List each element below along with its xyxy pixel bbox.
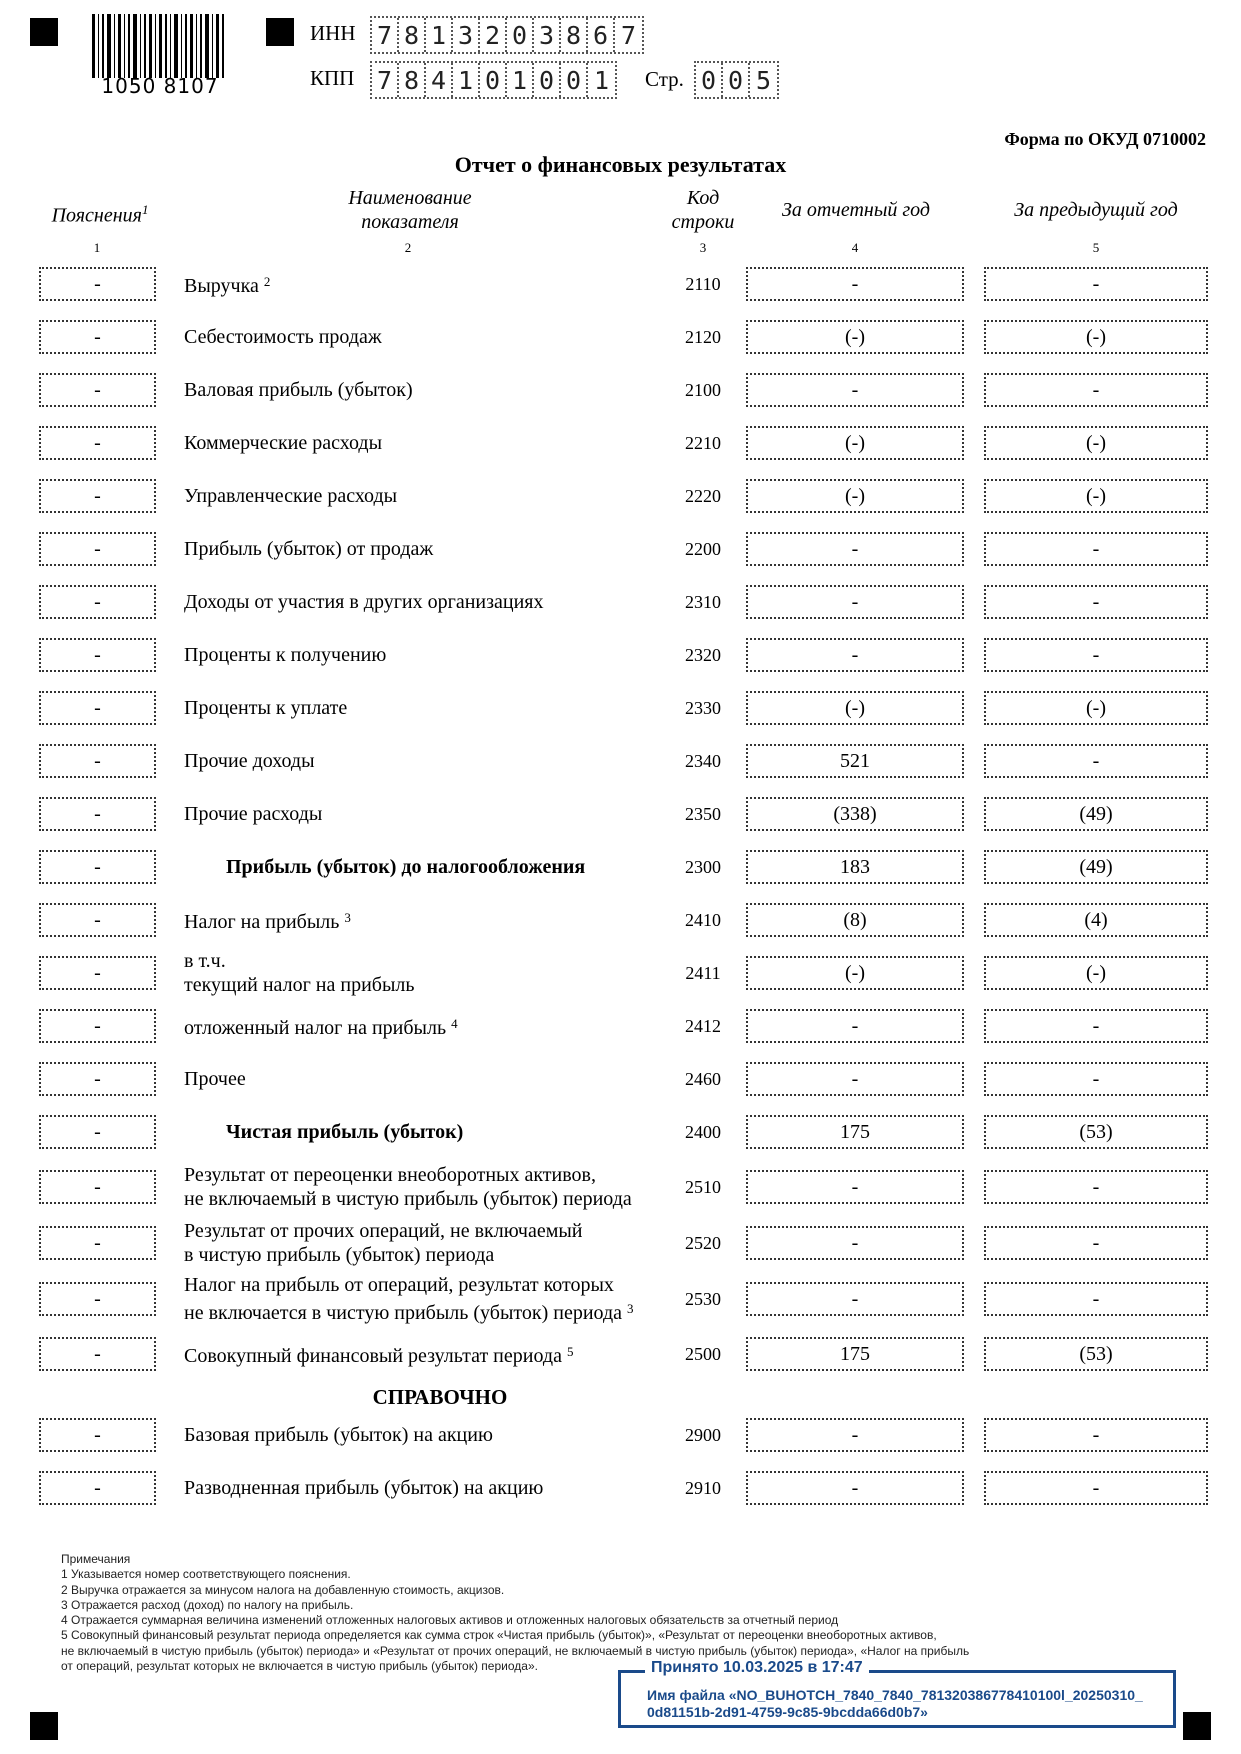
current-year-value: 183 [746, 850, 964, 884]
current-year-value: - [746, 1418, 964, 1452]
indicator-name [184, 797, 322, 831]
page-digit: 5 [755, 65, 772, 95]
column-header-indicator-line1: Наименование [348, 187, 472, 209]
column-header-current-year: За отчетный год [781, 199, 931, 221]
indicator-name-line [184, 1423, 493, 1447]
indicator-name [184, 320, 382, 354]
table-row [0, 903, 1241, 941]
indicator-name-line [184, 973, 415, 997]
indicator-name-line [184, 270, 270, 298]
current-year-value: 521 [746, 744, 964, 778]
notes [61, 1552, 969, 1674]
current-year-value: 175 [746, 1115, 964, 1149]
line-code: 2500 [685, 1343, 721, 1364]
inn-digit: 8 [561, 18, 588, 52]
inn-digit: 7 [372, 18, 399, 52]
indicator-name-text: Прибыль (убыток) от продаж [184, 538, 434, 560]
indicator-name-text: Валовая прибыль (убыток) [184, 379, 413, 401]
notes-heading: Примечания [61, 1552, 131, 1566]
indicator-name [184, 903, 351, 937]
line-code: 2510 [685, 1176, 721, 1197]
current-year-value: - [746, 1282, 964, 1316]
indicator-name-text: Базовая прибыль (убыток) на акцию [184, 1424, 493, 1446]
current-year-value: - [746, 532, 964, 566]
indicator-name-line [226, 855, 585, 879]
line-code: 2100 [685, 379, 721, 400]
table-row [0, 1418, 1241, 1456]
current-year-value: (-) [746, 426, 964, 460]
note-cell: - [39, 1115, 156, 1149]
previous-year-value: - [984, 1226, 1208, 1260]
notes-line: 1 Указывается номер соответствующего пояснения. [61, 1567, 351, 1582]
indicator-name [184, 744, 315, 778]
indicator-name-text: Результат от прочих операций, не включаемый [184, 1220, 583, 1242]
previous-year-value: - [984, 585, 1208, 619]
line-code: 2900 [685, 1424, 721, 1445]
table-row [0, 950, 1241, 996]
indicator-name-text: в чистую прибыль (убыток) периода [184, 1244, 495, 1266]
table-row [0, 1009, 1241, 1047]
line-code: 2310 [685, 591, 721, 612]
current-year-value: - [746, 267, 964, 301]
acceptance-stamp-title: Принято 10.03.2025 в 17:47 [645, 1659, 869, 1677]
indicator-name-line [184, 325, 382, 349]
line-code: 2410 [685, 909, 721, 930]
current-year-value: - [746, 373, 964, 407]
current-year-value: (8) [746, 903, 964, 937]
table-row [0, 1115, 1241, 1153]
line-code: 2110 [685, 273, 721, 294]
note-cell: - [39, 532, 156, 566]
previous-year-value: - [984, 1282, 1208, 1316]
indicator-name-line [184, 749, 315, 773]
indicator-name-text: отложенный налог на прибыль [184, 1017, 447, 1039]
corner-mark-bottom-right [1183, 1712, 1211, 1740]
previous-year-value: (4) [984, 903, 1208, 937]
barcode-number: 1050 8107 [101, 74, 219, 98]
acceptance-stamp [618, 1659, 1176, 1728]
table-row [0, 1062, 1241, 1100]
indicator-name [184, 1274, 634, 1324]
line-code: 2411 [685, 962, 721, 983]
indicator-name [184, 373, 413, 407]
column-number: 4 [851, 240, 859, 255]
indicator-name-text: Выручка [184, 275, 259, 297]
okud-form-code: Форма по ОКУД 0710002 [1004, 129, 1206, 149]
line-code: 2300 [685, 856, 721, 877]
corner-mark-top-right [266, 18, 294, 46]
indicator-name-line [184, 1273, 634, 1297]
column-header-indicator [300, 186, 520, 234]
line-code: 2520 [685, 1232, 721, 1253]
inn-cells [370, 16, 644, 54]
note-cell: - [39, 956, 156, 990]
table-row [0, 1164, 1241, 1210]
indicator-name [184, 1062, 246, 1096]
column-header-code-line1: Код [686, 187, 720, 209]
previous-year-value: (53) [984, 1337, 1208, 1371]
indicator-name-line [184, 949, 415, 973]
previous-year-value: (-) [984, 956, 1208, 990]
kpp-label: КПП [310, 66, 355, 90]
page-label: Стр. [645, 67, 684, 91]
inn-label: ИНН [310, 21, 356, 45]
corner-mark-top-left [30, 18, 58, 46]
notes-line: 4 Отражается суммарная величина изменений отложенных налоговых активов и отложенных налоговых обязательств за отчетный период [61, 1613, 839, 1628]
indicator-name [184, 638, 386, 672]
current-year-value: (-) [746, 956, 964, 990]
indicator-name-line [184, 1163, 632, 1187]
line-code: 2320 [685, 644, 721, 665]
current-year-value: (-) [746, 691, 964, 725]
kpp-digit: 1 [453, 63, 480, 97]
note-cell: - [39, 1282, 156, 1316]
kpp-digit: 8 [399, 63, 426, 97]
kpp-digit: 4 [426, 63, 453, 97]
note-cell: - [39, 1226, 156, 1260]
indicator-name-line [226, 1120, 463, 1144]
note-cell: - [39, 585, 156, 619]
indicator-name-text: Прочее [184, 1068, 246, 1090]
column-header-indicator-line2: показателя [361, 211, 459, 233]
indicator-name [184, 532, 433, 566]
indicator-name-text: Себестоимость продаж [184, 326, 382, 348]
previous-year-value: (-) [984, 691, 1208, 725]
kpp-cells [370, 61, 617, 99]
inn-digit: 6 [588, 18, 615, 52]
indicator-name [184, 479, 397, 513]
indicator-name-text: не включаемый в чистую прибыль (убыток) периода [184, 1188, 632, 1210]
indicator-name [184, 950, 415, 996]
column-number: 5 [1092, 240, 1100, 255]
table-row [0, 1471, 1241, 1509]
current-year-value: - [746, 638, 964, 672]
table-row [0, 532, 1241, 570]
note-cell: - [39, 850, 156, 884]
indicator-name-line [184, 537, 433, 561]
current-year-value: - [746, 1471, 964, 1505]
current-year-value: (338) [746, 797, 964, 831]
note-cell: - [39, 797, 156, 831]
note-cell: - [39, 320, 156, 354]
previous-year-value: - [984, 373, 1208, 407]
indicator-name-text: Прибыль (убыток) до налогообложения [226, 856, 586, 878]
indicator-name [184, 585, 543, 619]
indicator-name [184, 1337, 573, 1371]
indicator-name-line [184, 696, 347, 720]
previous-year-value: - [984, 532, 1208, 566]
line-code: 2210 [685, 432, 721, 453]
indicator-name-text: Проценты к уплате [184, 697, 348, 719]
line-code: 2412 [685, 1015, 721, 1036]
inn-digit: 7 [620, 20, 637, 50]
indicator-name-line [184, 802, 322, 826]
indicator-name-line [184, 1219, 583, 1243]
previous-year-value: - [984, 1471, 1208, 1505]
table-row [0, 267, 1241, 305]
indicator-name-line [184, 1067, 246, 1091]
previous-year-value: - [984, 267, 1208, 301]
column-number: 3 [699, 240, 707, 255]
indicator-name-text: Разводненная прибыль (убыток) на акцию [184, 1477, 544, 1499]
line-code: 2200 [685, 538, 721, 559]
indicator-name [184, 267, 270, 301]
footnote-marker: 4 [451, 1016, 458, 1031]
table-row [0, 691, 1241, 729]
current-year-value: (-) [746, 320, 964, 354]
current-year-value: - [746, 1226, 964, 1260]
column-number: 2 [404, 240, 412, 255]
indicator-name-line [184, 1187, 632, 1211]
indicator-name-line [184, 484, 397, 508]
note-cell: - [39, 1062, 156, 1096]
note-cell: - [39, 1009, 156, 1043]
note-cell: - [39, 903, 156, 937]
indicator-name [184, 426, 382, 460]
previous-year-value: (49) [984, 850, 1208, 884]
indicator-name-line [184, 378, 413, 402]
note-cell: - [39, 1170, 156, 1204]
table-row [0, 850, 1241, 888]
table-row [0, 744, 1241, 782]
reference-section-title: СПРАВОЧНО [372, 1385, 508, 1409]
note-cell: - [39, 691, 156, 725]
table-row [0, 585, 1241, 623]
previous-year-value: - [984, 1170, 1208, 1204]
column-number: 1 [93, 240, 101, 255]
indicator-name-text: в т.ч. [184, 950, 226, 972]
indicator-name-line [184, 1297, 634, 1325]
note-cell: - [39, 426, 156, 460]
indicator-name [184, 691, 347, 725]
page-digit: 0 [696, 63, 723, 97]
indicator-name [184, 1220, 583, 1266]
indicator-name [184, 1418, 493, 1452]
column-header-previous-year: За предыдущий год [1014, 199, 1178, 221]
indicator-name [184, 1009, 458, 1043]
table-row [0, 426, 1241, 464]
inn-digit: 0 [507, 18, 534, 52]
column-header-code-line2: строки [671, 211, 735, 233]
note-cell: - [39, 1418, 156, 1452]
current-year-value: 175 [746, 1337, 964, 1371]
line-code: 2350 [685, 803, 721, 824]
indicator-name-text: Коммерческие расходы [184, 432, 383, 454]
note-cell: - [39, 638, 156, 672]
indicator-name-text: Результат от переоценки внеоборотных активов, [184, 1164, 596, 1186]
inn-digit: 3 [534, 18, 561, 52]
indicator-name [226, 850, 585, 884]
note-cell: - [39, 744, 156, 778]
indicator-name-line [184, 1476, 543, 1500]
acceptance-stamp-filename [647, 1687, 1143, 1721]
indicator-name-line [184, 1243, 583, 1267]
previous-year-value: - [984, 1009, 1208, 1043]
table-row [0, 479, 1241, 517]
line-code: 2340 [685, 750, 721, 771]
indicator-name [226, 1115, 463, 1149]
column-header-notes [40, 198, 160, 228]
line-code: 2400 [685, 1121, 721, 1142]
footnote-marker: 2 [263, 274, 271, 289]
inn-digit: 3 [453, 18, 480, 52]
previous-year-value: - [984, 1062, 1208, 1096]
footnote-marker: 3 [627, 1301, 634, 1316]
previous-year-value: (53) [984, 1115, 1208, 1149]
page-title: Отчет о финансовых результатах [454, 152, 787, 177]
inn-digit: 8 [399, 18, 426, 52]
kpp-digit: 1 [593, 65, 610, 95]
indicator-name-line [184, 643, 386, 667]
table-row [0, 797, 1241, 835]
notes-line: 2 Выручка отражается за минусом налога на добавленную стоимость, акцизов. [61, 1582, 505, 1597]
previous-year-value: (-) [984, 320, 1208, 354]
kpp-digit: 1 [507, 63, 534, 97]
notes-line: 3 Отражается расход (доход) по налогу на прибыль. [61, 1597, 354, 1612]
indicator-name-text: Налог на прибыль от операций, результат которых [184, 1274, 614, 1296]
table-row [0, 1337, 1241, 1375]
barcode-bars [90, 14, 230, 80]
indicator-name-line [184, 1012, 458, 1040]
column-header-notes-sup: 1 [141, 202, 149, 217]
indicator-name-text: Проценты к получению [184, 644, 387, 666]
current-year-value: - [746, 1062, 964, 1096]
kpp-digit: 0 [561, 63, 588, 97]
previous-year-value: - [984, 744, 1208, 778]
indicator-name-text: Чистая прибыль (убыток) [226, 1121, 464, 1143]
indicator-name-text: не включается в чистую прибыль (убыток) периода [184, 1302, 623, 1324]
column-header-code [660, 186, 746, 234]
indicator-name-text: Прочие доходы [184, 750, 315, 772]
line-code: 2330 [685, 697, 721, 718]
note-cell: - [39, 1337, 156, 1371]
indicator-name-text: Доходы от участия в других организациях [184, 591, 544, 613]
table-row [0, 1274, 1241, 1324]
indicator-name-line [184, 1340, 573, 1368]
table-row [0, 638, 1241, 676]
corner-mark-bottom-left [30, 1712, 58, 1740]
line-code: 2220 [685, 485, 721, 506]
note-cell: - [39, 1471, 156, 1505]
barcode [90, 14, 230, 96]
page-digit: 0 [723, 63, 750, 97]
indicator-name-text: Управленческие расходы [184, 485, 398, 507]
indicator-name [184, 1164, 632, 1210]
table-row [0, 1220, 1241, 1266]
inn-digit: 2 [480, 18, 507, 52]
footnote-marker: 5 [566, 1344, 574, 1359]
indicator-name-text: Прочие расходы [184, 803, 323, 825]
line-code: 2910 [685, 1477, 721, 1498]
notes-line: 5 Совокупный финансовый результат периода определяется как сумма строк «Чистая прибыль (убыток)», «Результат от переоценки внеоборотных активов, [61, 1628, 937, 1643]
kpp-digit: 7 [372, 63, 399, 97]
kpp-digit: 0 [534, 63, 561, 97]
acceptance-stamp-line: Имя файла «NO_BUHOTCH_7840_7840_781320386778410100l_20250310_ [647, 1687, 1143, 1703]
kpp-digit: 0 [480, 63, 507, 97]
page-cells [694, 61, 779, 99]
current-year-value: - [746, 1009, 964, 1043]
note-cell: - [39, 479, 156, 513]
indicator-name-text: текущий налог на прибыль [184, 974, 415, 996]
previous-year-value: - [984, 638, 1208, 672]
notes-line: от операций, результат которых не включается в чистую прибыль (убыток) периода». [61, 1659, 538, 1674]
inn-digit: 1 [426, 18, 453, 52]
current-year-value: - [746, 1170, 964, 1204]
indicator-name-text: Налог на прибыль [184, 911, 340, 933]
current-year-value: - [746, 585, 964, 619]
previous-year-value: - [984, 1418, 1208, 1452]
note-cell: - [39, 267, 156, 301]
footnote-marker: 3 [344, 910, 351, 925]
line-code: 2120 [685, 326, 721, 347]
indicator-name-line [184, 431, 382, 455]
current-year-value: (-) [746, 479, 964, 513]
line-code: 2460 [685, 1068, 721, 1089]
line-code: 2530 [685, 1288, 721, 1309]
column-header-notes-label: Пояснения [51, 204, 142, 227]
indicator-name-text: Совокупный финансовый результат периода [184, 1345, 562, 1367]
previous-year-value: (-) [984, 479, 1208, 513]
acceptance-stamp-line: 0d81151b-2d91-4759-9c85-9bcdda66d0b7» [647, 1704, 928, 1720]
table-row [0, 320, 1241, 358]
notes-line: не включаемый в чистую прибыль (убыток) периода» и «Результат от прочих операций, не включаемый в чистую прибыль (убыток) периода», «Налог на прибыль [61, 1643, 970, 1658]
note-cell: - [39, 373, 156, 407]
previous-year-value: (-) [984, 426, 1208, 460]
previous-year-value: (49) [984, 797, 1208, 831]
indicator-name-line [184, 906, 351, 934]
indicator-name-line [184, 590, 543, 614]
table-row [0, 373, 1241, 411]
indicator-name [184, 1471, 543, 1505]
